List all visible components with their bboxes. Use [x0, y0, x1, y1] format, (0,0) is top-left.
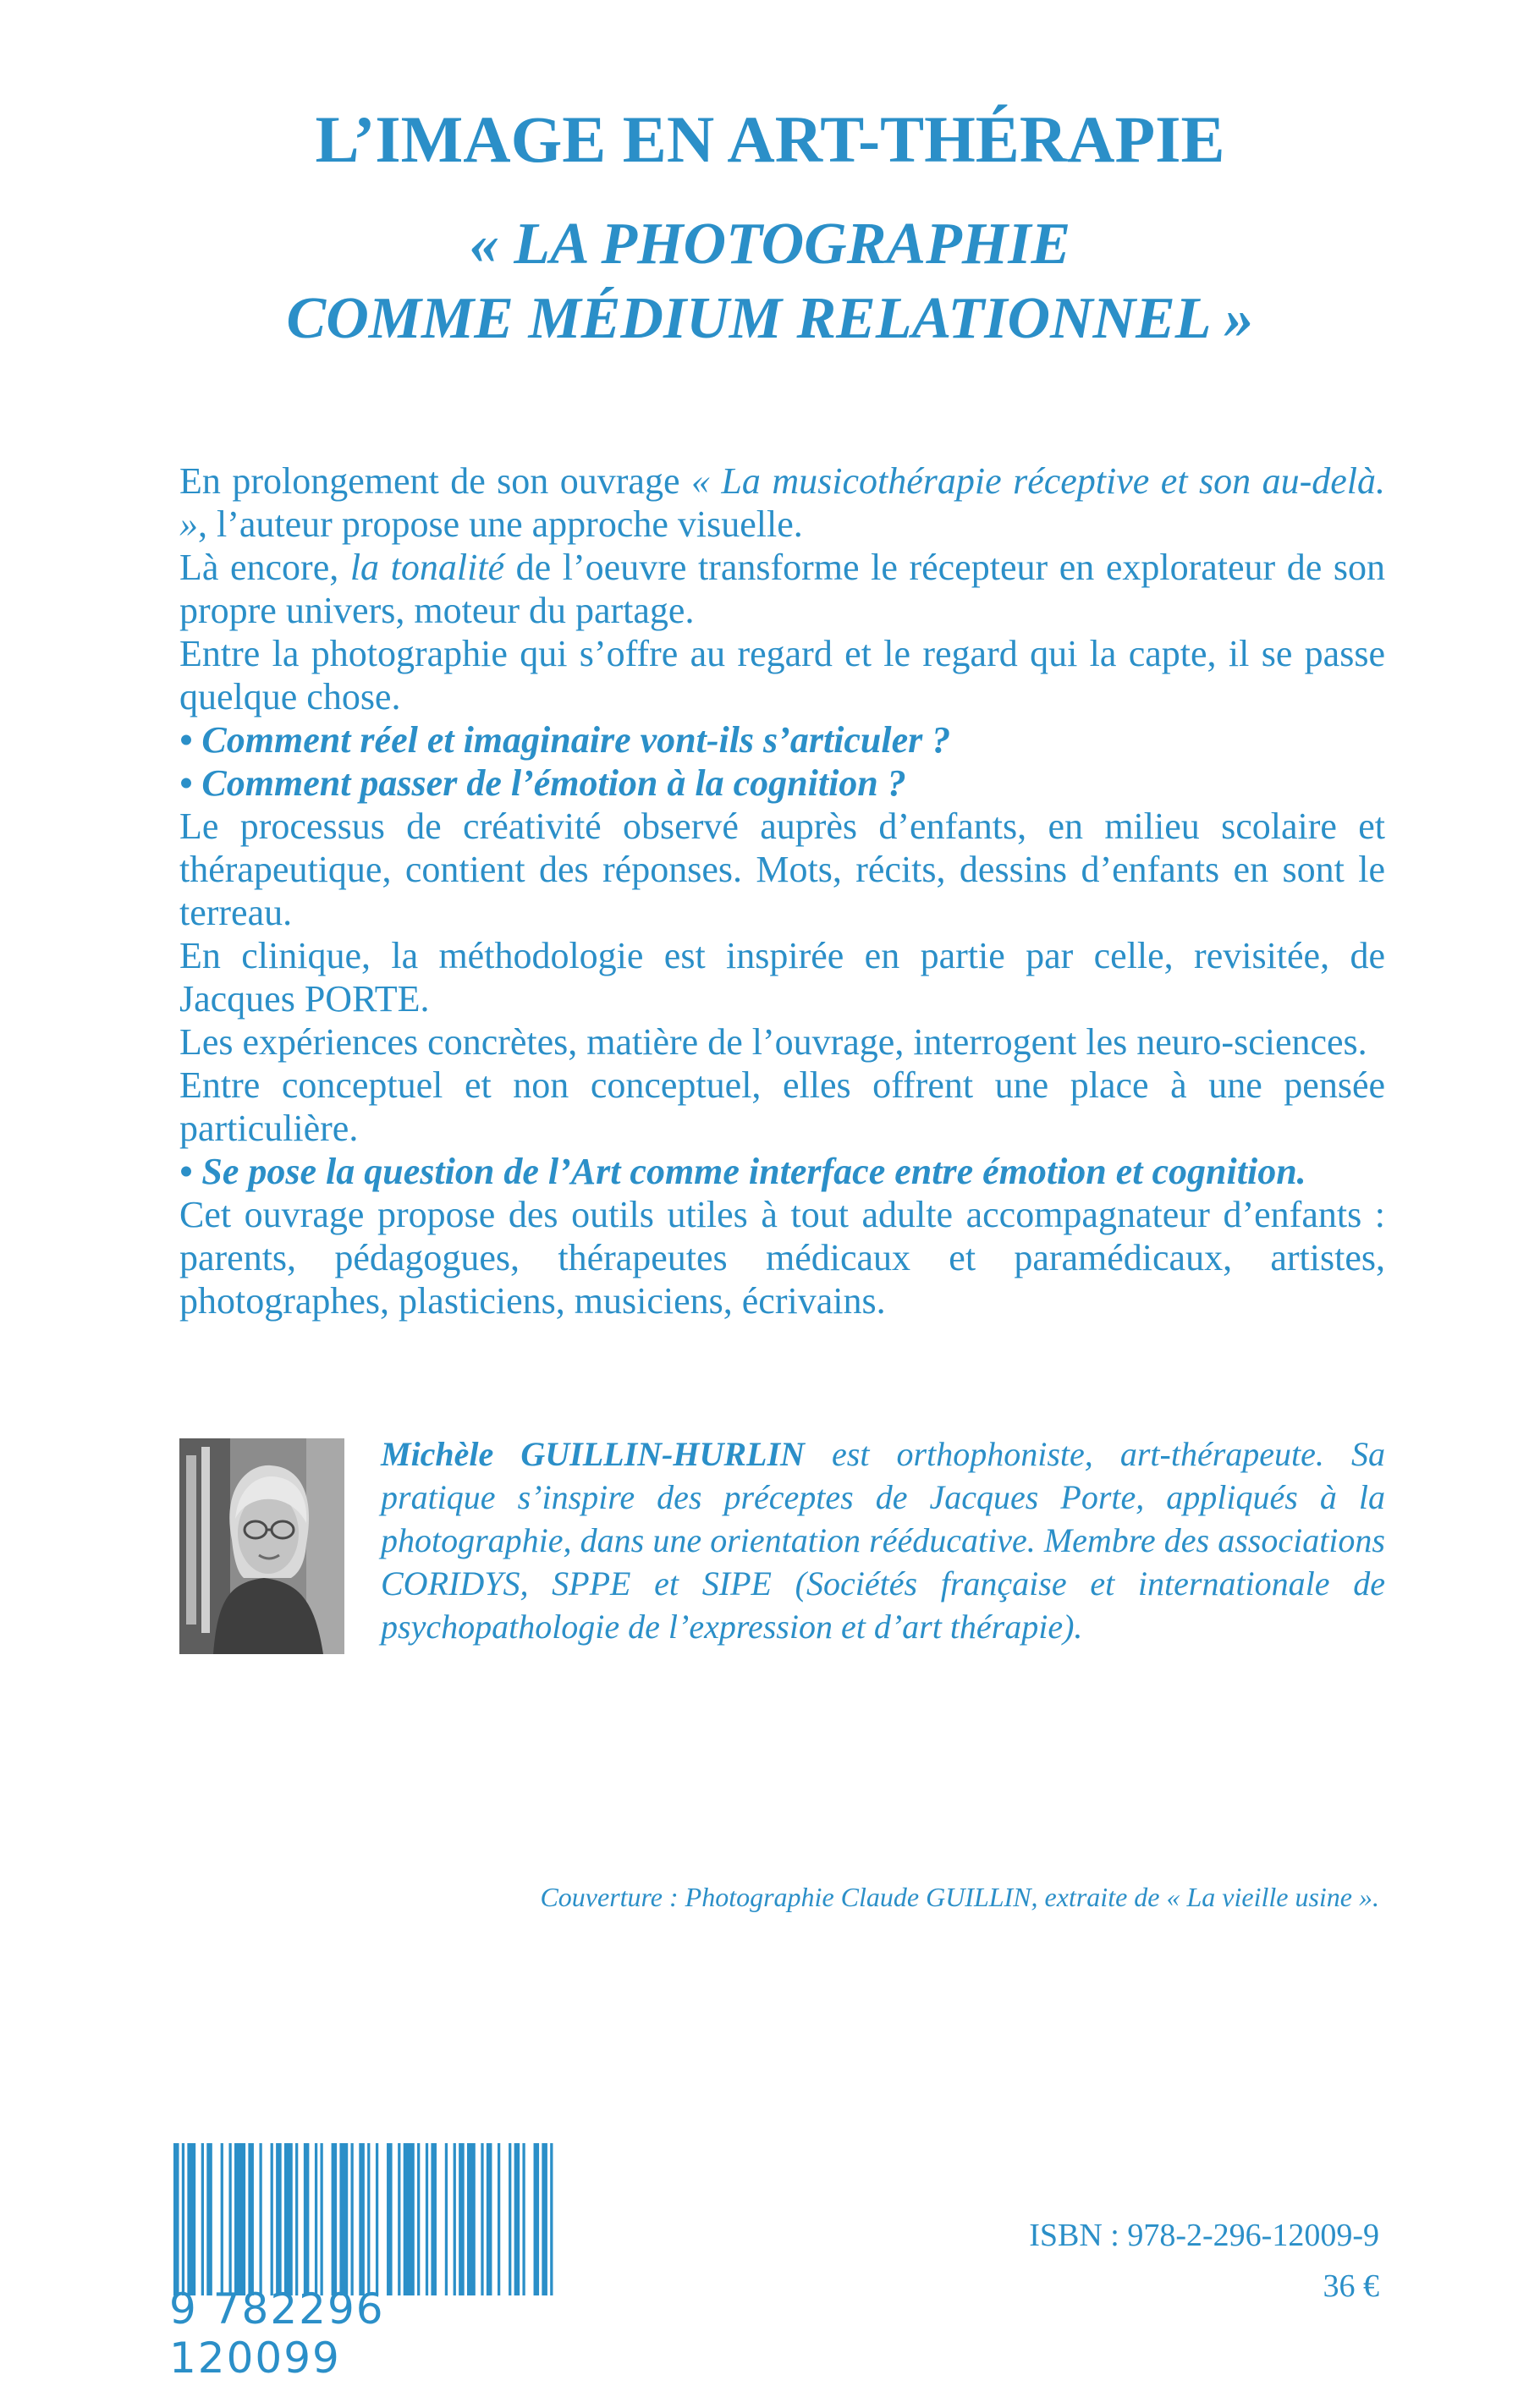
barcode-bar — [534, 2143, 540, 2295]
barcode-bar — [522, 2143, 525, 2295]
blurb-text — [179, 459, 1385, 1322]
barcode-bar — [271, 2143, 273, 2295]
barcode-bar — [173, 2143, 179, 2295]
barcode-bar — [359, 2143, 365, 2295]
isbn-number: ISBN : 978-2-296-12009-9 — [1029, 2218, 1379, 2253]
author-portrait-illustration — [179, 1438, 344, 1654]
subtitle-line-1: « LA PHOTOGRAPHIE — [469, 212, 1071, 277]
blurb-paragraph-3: Entre la photographie qui s’offre au regard et le regard qui la capte, il se passe quelque chose. — [179, 633, 1385, 717]
barcode-bar — [398, 2143, 400, 2295]
barcode-bar — [467, 2143, 476, 2295]
barcode-bar — [426, 2143, 428, 2295]
question-3: • Se pose la question de l’Art comme interface entre émotion et cognition. — [179, 1151, 1306, 1192]
barcode-bar — [320, 2143, 322, 2295]
cover-credit: Couverture : Photographie Claude GUILLIN, extraite de « La vieille usine ». — [540, 1882, 1379, 1912]
author-name: Michèle GUILLIN-HURLIN — [381, 1435, 805, 1473]
barcode-bar — [487, 2143, 492, 2295]
author-bio-text: est orthophoniste, art-thérapeute. Sa pratique s’inspire des préceptes de Jacques Porte, appliqués à la photographie, dans une orientation rééducative. Membre des associations CORIDYS, SPPE et SIPE (Sociétés française et internationale de psychopathologie de l’expression et d’art thérapie). — [381, 1435, 1385, 1646]
barcode-bar — [221, 2143, 223, 2295]
subtitle-line-2: COMME MÉDIUM RELATIONNEL » — [286, 286, 1254, 351]
barcode-bar — [187, 2143, 195, 2295]
blurb-paragraph-6: Les expériences concrètes, matière de l’ouvrage, interrogent les neuro-sciences. — [179, 1021, 1367, 1063]
barcode-bar — [284, 2143, 293, 2295]
book-title: L’IMAGE EN ART-THÉRAPIE — [315, 102, 1225, 176]
barcode-bar — [445, 2143, 448, 2295]
barcode-bar — [201, 2143, 204, 2295]
barcode-bar — [550, 2143, 553, 2295]
isbn-barcode — [173, 2143, 558, 2295]
blurb-paragraph-1: En prolongement de son ouvrage « La musicothérapie réceptive et son au-delà. », l’auteur propose une approche visuelle. — [179, 460, 1385, 545]
book-price: 36 € — [1323, 2268, 1379, 2304]
author-photo — [179, 1438, 344, 1654]
referenced-book-title: « La musicothérapie réceptive et son au-delà. » — [179, 460, 1385, 545]
emphasis-tonalite: la tonalité — [349, 547, 505, 588]
blurb-paragraph-5: En clinique, la méthodologie est inspirée en partie par celle, revisitée, de Jacques PORTE. — [179, 935, 1385, 1020]
barcode-bar — [367, 2143, 370, 2295]
barcode-bar — [228, 2143, 231, 2295]
barcode-bar — [514, 2143, 520, 2295]
barcode-bar — [206, 2143, 212, 2295]
barcode-bar — [339, 2143, 348, 2295]
barcode-bar — [431, 2143, 437, 2295]
blurb-paragraph-2: Là encore, la tonalité de l’oeuvre transforme le récepteur en explorateur de son propre univers, moteur du partage. — [179, 547, 1385, 631]
barcode-bar — [481, 2143, 483, 2295]
blurb-paragraph-8: Cet ouvrage propose des outils utiles à tout adulte accompagnateur d’enfants : parents, pédagogues, thérapeutes médicaux et paramédicaux, artistes, photographes, plasticiens, musiciens, écrivains. — [179, 1194, 1385, 1322]
barcode-bar — [182, 2143, 184, 2295]
barcode-bar — [498, 2143, 500, 2295]
blurb-paragraph-4: Le processus de créativité observé auprès d’enfants, en milieu scolaire et thérapeutique, contient des réponses. Mots, récits, dessins d’enfants en sont le terreau. — [179, 805, 1385, 933]
barcode-bar — [276, 2143, 282, 2295]
question-1: • Comment réel et imaginaire vont-ils s’articuler ? — [179, 719, 951, 761]
question-2: • Comment passer de l’émotion à la cognition ? — [179, 762, 906, 804]
barcode-bar — [295, 2143, 298, 2295]
author-bio — [381, 1432, 1385, 1648]
barcode-bar — [248, 2143, 254, 2295]
barcode-digits: 9 782296 120099 — [169, 2284, 385, 2383]
barcode-bar — [259, 2143, 261, 2295]
barcode-bar — [332, 2143, 338, 2295]
book-subtitle — [0, 207, 1540, 356]
barcode-bar — [417, 2143, 420, 2295]
barcode-bar — [404, 2143, 415, 2295]
barcode-bar — [315, 2143, 317, 2295]
barcode-bar — [350, 2143, 353, 2295]
barcode-bar — [509, 2143, 511, 2295]
barcode-bar — [376, 2143, 378, 2295]
barcode-bar — [387, 2143, 393, 2295]
barcode-bar — [454, 2143, 456, 2295]
blurb-paragraph-7: Entre conceptuel et non conceptuel, elles offrent une place à une pensée particulière. — [179, 1064, 1385, 1149]
barcode-bar — [234, 2143, 245, 2295]
barcode-bar — [459, 2143, 465, 2295]
barcode-bar — [542, 2143, 547, 2295]
barcode-bar — [304, 2143, 310, 2295]
